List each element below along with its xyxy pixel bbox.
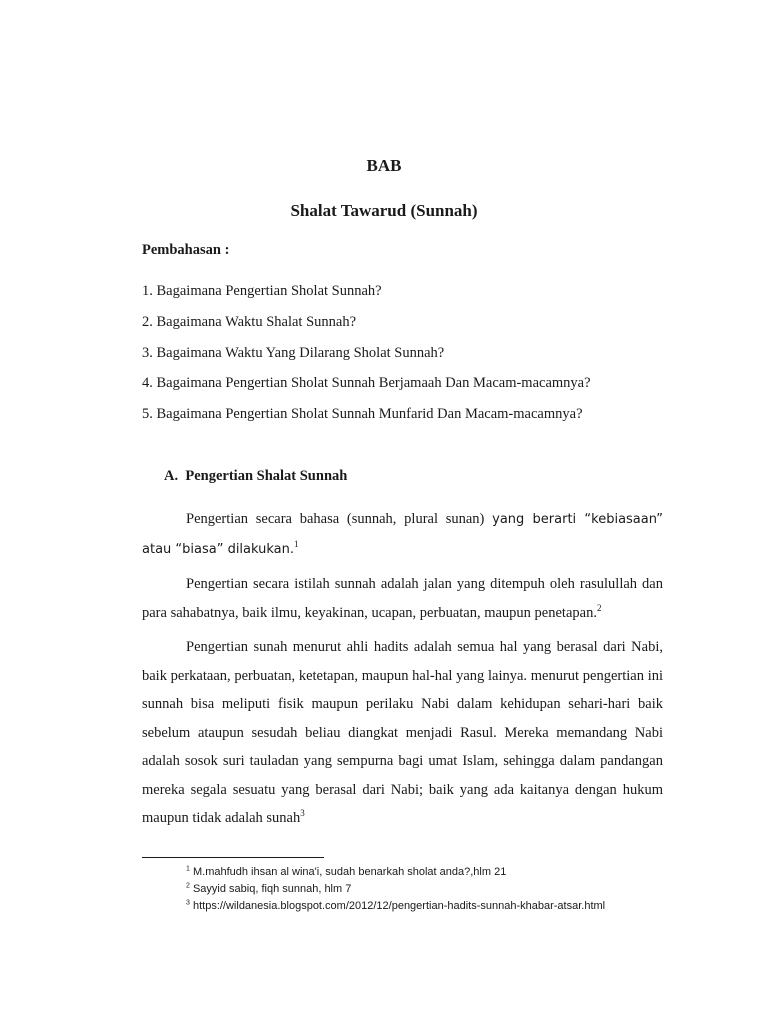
footnote-text: Sayyid sabiq, fiqh sunnah, hlm 7 — [192, 883, 352, 895]
paragraph-3-text: Pengertian sunah menurut ahli hadits adalah semua hal yang berasal dari Nabi, baik perkataan, perbuatan, ketetapan, maupun hal-hal yang lainya. menurut pengertian ini sunnah bisa meliputi fisik maupun perilaku Nabi dalam kehidupan sehari-hari baik sebelum ataupun sesudah beliau diangkat menjadi Rasul. Mereka memandang Nabi adalah sosok suri tauladan yang sempurna bagi umat Islam, sehingga dalam pandangan mereka segala sesuatu yang berasal dari Nabi; baik yang ada kaitanya dengan hukum maupun tidak adalah sunah — [142, 639, 663, 826]
footnote-ref-1: 1 — [294, 538, 299, 549]
discussion-item: 4. Bagaimana Pengertian Sholat Sunnah Berjamaah Dan Macam-macamnya? — [142, 375, 591, 391]
discussion-item: 5. Bagaimana Pengertian Sholat Sunnah Munfarid Dan Macam-macamnya? — [142, 406, 583, 422]
footnote-ref-2: 2 — [596, 602, 602, 613]
footnote-text: https://wildanesia.blogspot.com/2012/12/pengertian-hadits-sunnah-khabar-atsar.html — [192, 900, 606, 912]
footnote-ref-3: 3 — [300, 808, 305, 819]
section-heading — [164, 468, 347, 485]
discussion-heading: Pembahasan : — [142, 242, 230, 258]
footnote-number: 3 — [186, 899, 190, 907]
section-marker: A. — [164, 468, 179, 484]
footnote-number: 1 — [186, 865, 190, 873]
paragraph-1-text: Pengertian secara bahasa (sunnah, plural sunan) — [186, 511, 485, 527]
chapter-label: BAB — [366, 156, 402, 175]
footnote-1 — [186, 866, 506, 878]
paragraph-2 — [142, 570, 663, 627]
paragraph-1 — [142, 505, 663, 564]
paragraph-2-text: Pengertian secara istilah sunnah adalah jalan yang ditempuh oleh rasulullah dan para sahabatnya, baik ilmu, keyakinan, ucapan, perbuatan, maupun penetapan. — [142, 576, 663, 621]
footnote-3 — [186, 900, 605, 912]
footnote-2 — [186, 883, 351, 895]
discussion-item: 3. Bagaimana Waktu Yang Dilarang Sholat Sunnah? — [142, 345, 445, 361]
footnote-text: M.mahfudh ihsan al wina'i, sudah benarkah sholat anda?,hlm 21 — [192, 866, 507, 878]
paragraph-1-text-sans: yang berarti “kebiasaan” atau “biasa” dilakukan. — [142, 512, 663, 557]
paragraph-3 — [142, 633, 663, 833]
footnote-separator — [142, 857, 324, 858]
discussion-item: 2. Bagaimana Waktu Shalat Sunnah? — [142, 314, 357, 330]
chapter-title: Shalat Tawarud (Sunnah) — [290, 201, 478, 220]
discussion-item: 1. Bagaimana Pengertian Sholat Sunnah? — [142, 283, 382, 299]
section-title: Pengertian Shalat Sunnah — [185, 468, 348, 484]
footnote-number: 2 — [186, 882, 190, 890]
